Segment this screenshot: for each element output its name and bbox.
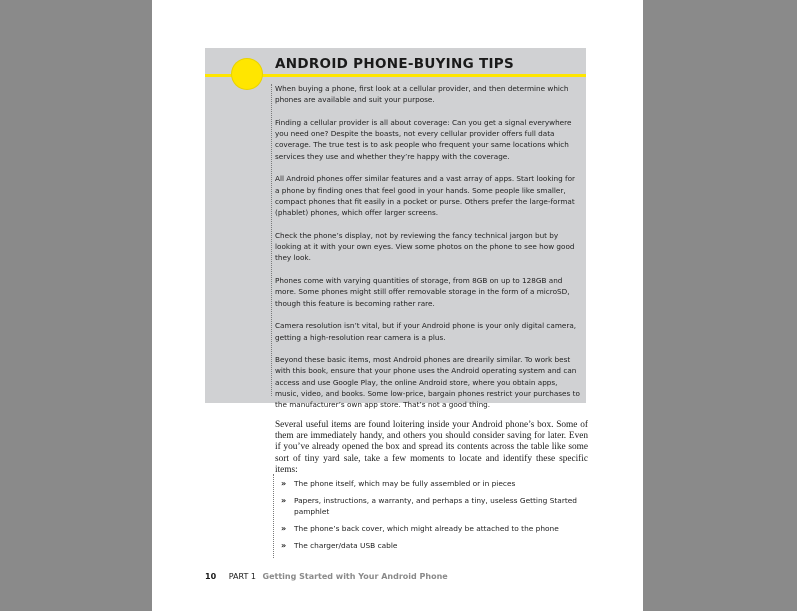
sidebar-paragraph: Finding a cellular provider is all about coverage: Can you get a signal everywhere you need one? Despite the boasts, not every cellular provider offers full data coverage. The true test is to ask people who frequent your same locations which services they use and whether they’re happy with the coverage. xyxy=(275,117,572,161)
tips-sidebar xyxy=(205,48,586,410)
page-footer xyxy=(205,572,448,581)
sidebar-title: ANDROID PHONE-BUYING TIPS xyxy=(275,56,515,72)
double-chevron-icon: » xyxy=(281,523,286,533)
list-item xyxy=(274,524,589,535)
double-chevron-icon: » xyxy=(281,496,286,506)
part-label: PART 1 xyxy=(228,572,256,581)
double-chevron-icon: » xyxy=(281,540,286,550)
double-chevron-icon: » xyxy=(281,479,286,488)
sidebar-paragraph: Beyond these basic items, most Android phones are drearily similar. To work best with this book, ensure that your phone uses the Android operating system and can access and use Google Play, the online Android store, where you obtain apps, music, video, and books. Some low-price, bargain phones restrict your purchases to the manufacturer’s own app store. That’s not a good thing. xyxy=(275,355,580,410)
sidebar-body xyxy=(275,83,580,422)
sidebar-paragraph: Check the phone’s display, not by reviewing the fancy technical jargon but by looking at it with your own eyes. View some photos on the phone to see how good they look. xyxy=(275,230,575,263)
sidebar-paragraph: Phones come with varying quantities of storage, from 8GB on up to 128GB and more. Some phones might still offer removable storage in the form of a microSD, though this feature is becoming rather rare. xyxy=(275,276,570,308)
part-title: Getting Started with Your Android Phone xyxy=(262,572,448,581)
list-item-text: The phone itself, which may be fully assembled or in pieces xyxy=(294,479,516,488)
list-item xyxy=(274,496,589,517)
list-item xyxy=(274,541,589,552)
list-item-text: The charger/data USB cable xyxy=(294,540,398,550)
list-item-text: Papers, instructions, a warranty, and perhaps a tiny, useless Getting Started pamphlet xyxy=(294,496,578,516)
sidebar-paragraph: All Android phones offer similar features and a vast array of apps. Start looking for a phone by finding ones that feel good in your hands. Some people like smaller, compact phones that fit easily in a pocket or purse. Others prefer the large-format (phablet) phones, which offer larger screens. xyxy=(275,174,576,218)
sidebar-bullet-circle-icon xyxy=(232,59,262,89)
page-number: 10 xyxy=(205,572,217,581)
sidebar-paragraph: Camera resolution isn’t vital, but if your Android phone is your only digital camera, getting a high-resolution rear camera is a plus. xyxy=(275,321,577,342)
body-paragraph: Several useful items are found loitering inside your Android phone’s box. Some of them are immediately handy, and others you should consider saving for later. Even if you’ve already opened the box and spread its contents across the table like some sort of tiny yard sale, take a few moments to locate and identify these specific items: xyxy=(275,420,588,475)
sidebar-accent-rule xyxy=(205,74,586,77)
list-item-text: The phone’s back cover, which might already be attached to the phone xyxy=(294,523,559,533)
sidebar-dotted-divider xyxy=(271,84,272,396)
document-page xyxy=(152,0,643,611)
bullet-list xyxy=(273,474,589,558)
list-item xyxy=(274,479,589,490)
sidebar-paragraph: When buying a phone, first look at a cellular provider, and then determine which phones are available and suit your purpose. xyxy=(275,84,569,105)
